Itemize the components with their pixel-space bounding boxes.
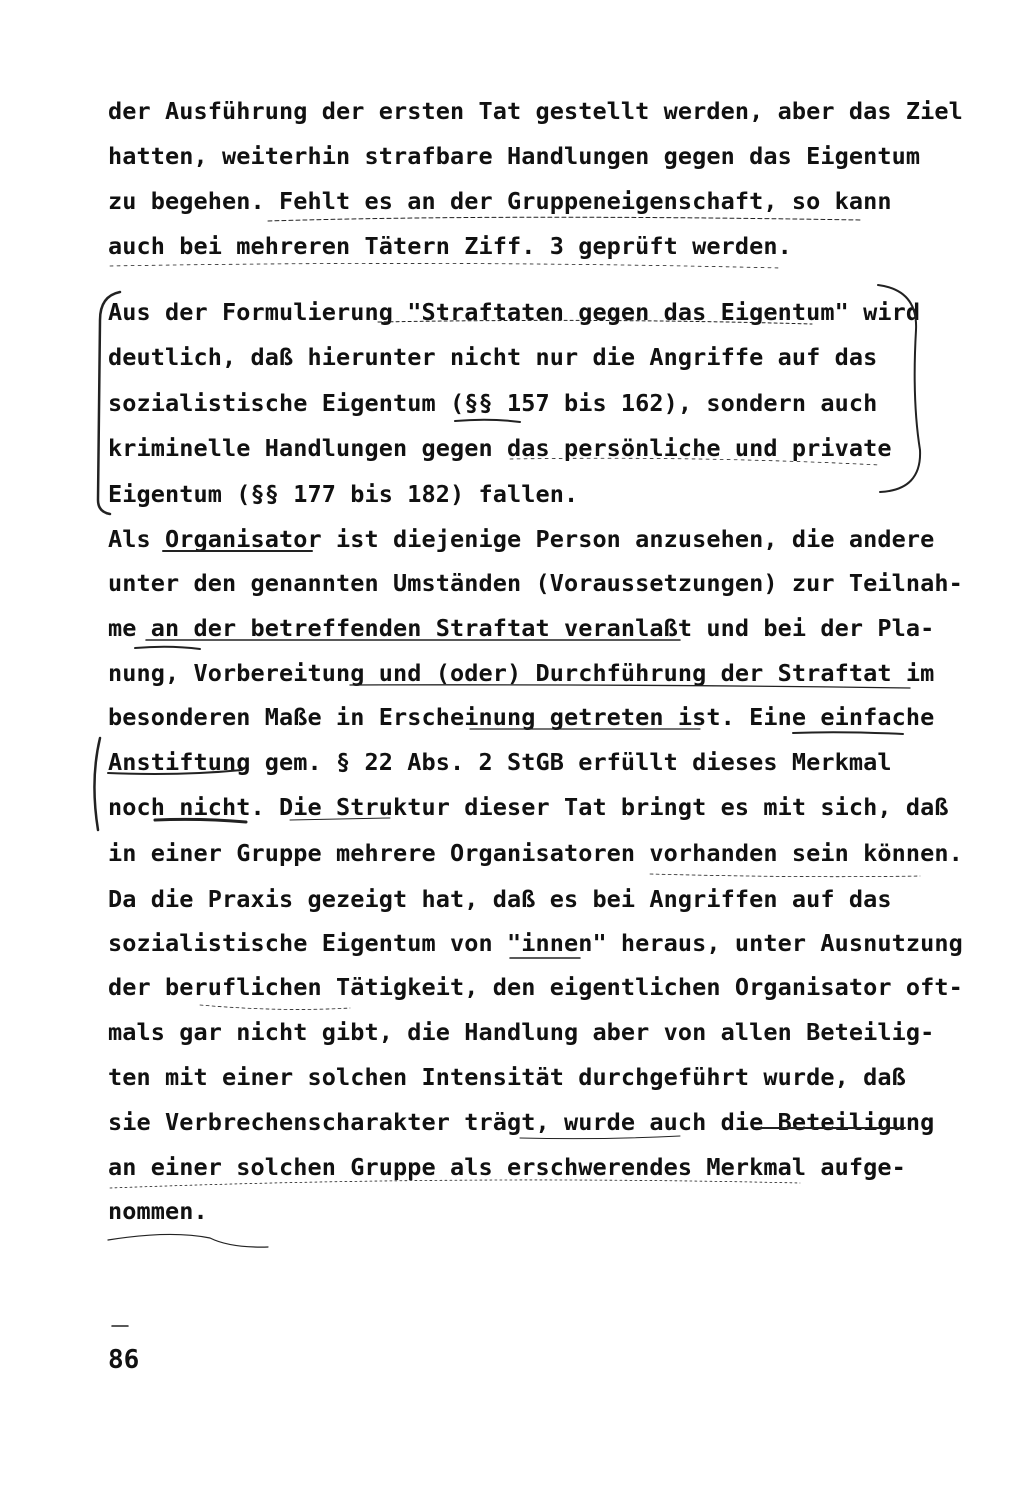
text-line: kriminelle Handlungen gegen das persönliche und private: [108, 434, 892, 462]
text-line: Aus der Formulierung "Straftaten gegen das Eigentum" wird: [108, 298, 921, 326]
text-line: in einer Gruppe mehrere Organisatoren vorhanden sein können.: [108, 839, 963, 867]
text-line: unter den genannten Umständen (Voraussetzungen) zur Teilnah-: [108, 569, 963, 597]
text-line: nung, Vorbereitung und (oder) Durchführung der Straftat im: [108, 659, 935, 687]
text-line: ten mit einer solchen Intensität durchgeführt wurde, daß: [108, 1063, 906, 1091]
text-line: sie Verbrechenscharakter trägt, wurde auch die Beteiligung: [108, 1108, 935, 1136]
text-line: sozialistische Eigentum (§§ 157 bis 162), sondern auch: [108, 389, 878, 417]
text-line: noch nicht. Die Struktur dieser Tat bringt es mit sich, daß: [108, 793, 949, 821]
text-line: sozialistische Eigentum von "innen" heraus, unter Ausnutzung: [108, 929, 963, 957]
text-line: auch bei mehreren Tätern Ziff. 3 geprüft werden.: [108, 232, 792, 260]
text-line: mals gar nicht gibt, die Handlung aber von allen Beteilig-: [108, 1018, 935, 1046]
text-line: nommen.: [108, 1197, 208, 1225]
text-line: der beruflichen Tätigkeit, den eigentlichen Organisator oft-: [108, 973, 963, 1001]
page-number: 86: [108, 1345, 140, 1375]
text-line: Als Organisator ist diejenige Person anzusehen, die andere: [108, 525, 935, 553]
text-line: an einer solchen Gruppe als erschwerendes Merkmal aufge-: [108, 1153, 906, 1181]
text-line: deutlich, daß hierunter nicht nur die Angriffe auf das: [108, 343, 878, 371]
text-line: hatten, weiterhin strafbare Handlungen gegen das Eigentum: [108, 142, 921, 170]
text-line: der Ausführung der ersten Tat gestellt werden, aber das Ziel: [108, 97, 963, 125]
text-line: besonderen Maße in Erscheinung getreten ist. Eine einfache: [108, 703, 935, 731]
text-line: Eigentum (§§ 177 bis 182) fallen.: [108, 480, 579, 508]
text-line: Anstiftung gem. § 22 Abs. 2 StGB erfüllt dieses Merkmal: [108, 748, 892, 776]
text-line: me an der betreffenden Straftat veranlaßt und bei der Pla-: [108, 614, 935, 642]
text-line: Da die Praxis gezeigt hat, daß es bei Angriffen auf das: [108, 885, 892, 913]
text-line: zu begehen. Fehlt es an der Gruppeneigenschaft, so kann: [108, 187, 892, 215]
